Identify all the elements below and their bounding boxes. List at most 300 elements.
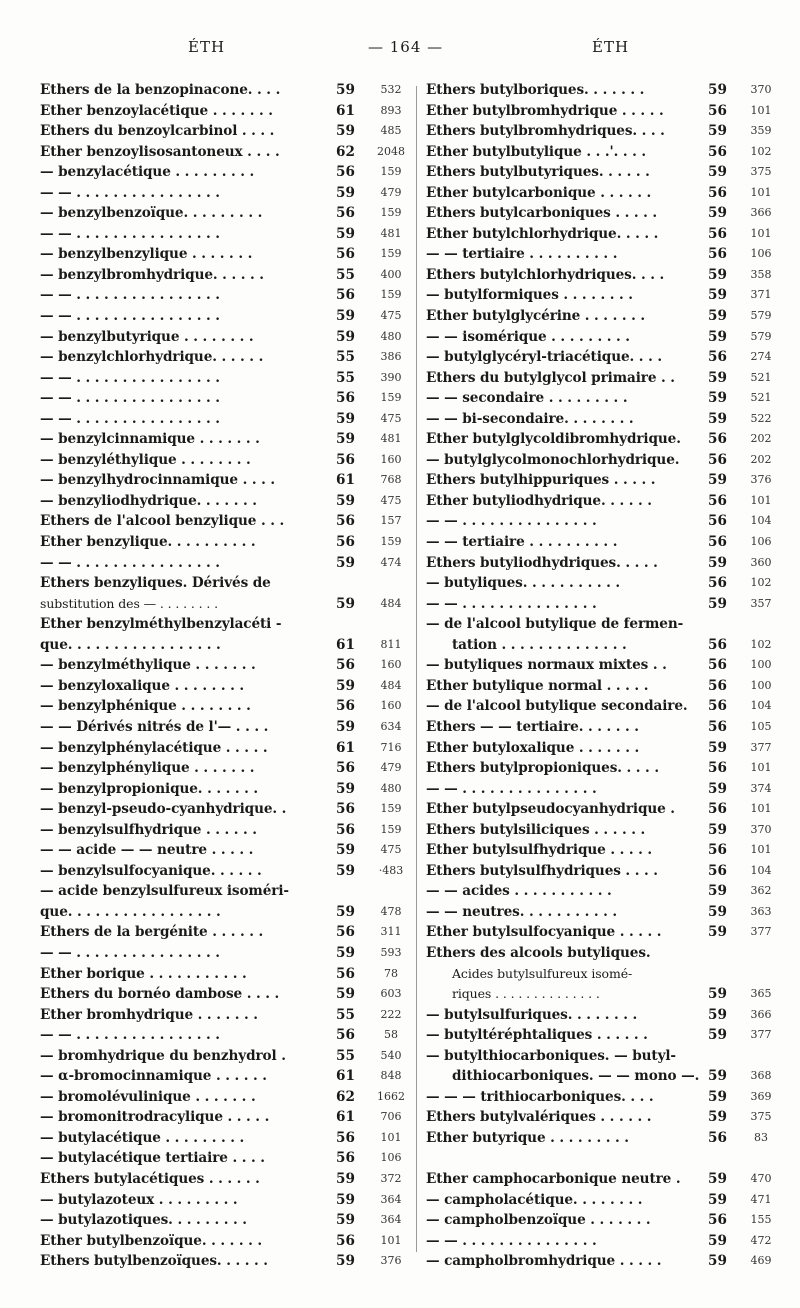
entry-term: — benzylbenzoïque. . . . . . . . . — [40, 205, 263, 222]
entry-page: 101 — [750, 226, 772, 240]
entry-page: 716 — [380, 740, 402, 754]
entry-volume: 55 — [336, 1006, 355, 1023]
index-entry — [426, 1231, 770, 1252]
left-index-column — [40, 80, 408, 1272]
index-entry — [426, 162, 770, 183]
index-entry — [40, 306, 408, 327]
entry-page: 474 — [380, 555, 402, 569]
entry-volume: 56 — [708, 718, 727, 735]
index-entry — [40, 717, 408, 738]
entry-term: — campholbenzoïque . . . . . . . — [426, 1212, 651, 1229]
entry-page: 83 — [754, 1130, 768, 1144]
entry-page: 400 — [380, 267, 402, 281]
index-entry — [40, 1231, 408, 1252]
index-entry — [426, 922, 770, 943]
entry-volume: 56 — [708, 534, 727, 551]
entry-term: Ethers butylboriques. . . . . . . — [426, 82, 645, 98]
entry-page: 222 — [380, 1007, 402, 1021]
entry-page: 101 — [750, 802, 772, 816]
index-entry — [40, 142, 408, 163]
entry-term: — — tertiaire . . . . . . . . . . — [426, 246, 618, 263]
entry-page: 157 — [380, 514, 402, 528]
entry-page: 159 — [380, 535, 402, 549]
index-entry — [40, 573, 408, 594]
index-entry — [426, 347, 770, 368]
index-entry — [426, 450, 770, 471]
entry-term: Ether benzylméthylbenzylacéti - — [40, 616, 282, 633]
index-entry — [426, 470, 770, 491]
entry-page: 100 — [750, 658, 772, 672]
entry-term: — benzylchlorhydrique. . . . . . — [40, 349, 264, 366]
entry-page: 540 — [380, 1048, 402, 1062]
entry-page: 579 — [750, 329, 772, 343]
entry-volume: 61 — [336, 1109, 355, 1126]
entry-volume: 59 — [708, 82, 727, 98]
entry-volume: 62 — [336, 143, 355, 160]
entry-page: 106 — [750, 247, 772, 261]
index-entry — [426, 820, 770, 841]
entry-page: 522 — [750, 411, 772, 425]
entry-term: — α-bromocinnamique . . . . . . — [40, 1068, 267, 1085]
entry-page: 475 — [380, 493, 402, 507]
index-entry — [426, 101, 770, 122]
entry-page: 369 — [750, 1089, 772, 1103]
entry-volume: 59 — [336, 986, 355, 1003]
entry-term: — butyliques normaux mixtes . . — [426, 657, 667, 674]
entry-page: 478 — [380, 904, 402, 918]
entry-page: 363 — [750, 904, 772, 918]
entry-page: 374 — [750, 781, 772, 795]
entry-page: 101 — [750, 493, 772, 507]
entry-term: — — . . . . . . . . . . . . . . . . — [40, 554, 220, 571]
entry-page: 104 — [750, 863, 772, 877]
entry-volume: 56 — [336, 246, 355, 263]
entry-term: Ether butylbutylique . . .'. . . . — [426, 143, 647, 160]
entry-term: Ethers de l'alcool benzylique . . . — [40, 513, 285, 530]
index-entry — [426, 409, 770, 430]
entry-volume: 56 — [336, 1129, 355, 1146]
entry-page: 160 — [380, 452, 402, 466]
entry-page: 481 — [380, 432, 402, 446]
entry-term: Ethers butyliodhydriques. . . . . — [426, 554, 658, 571]
entry-volume: 59 — [708, 554, 727, 571]
entry-page: 159 — [380, 165, 402, 179]
entry-term: Acides butylsulfureux isomé- — [452, 965, 633, 981]
entry-page: 362 — [750, 884, 772, 898]
entry-volume: 56 — [708, 862, 727, 879]
entry-volume: 56 — [336, 164, 355, 181]
index-entry — [40, 635, 408, 656]
entry-volume: 56 — [336, 698, 355, 715]
index-entry — [426, 1107, 770, 1128]
entry-term: Ethers du benzoylcarbinol . . . . — [40, 123, 275, 140]
index-entry — [426, 142, 770, 163]
entry-volume: 56 — [708, 143, 727, 160]
entry-page: 475 — [380, 411, 402, 425]
entry-term: — butylglycolmonochlorhydrique. — [426, 451, 680, 468]
entry-volume: 56 — [336, 513, 355, 530]
entry-term: — butylthiocarboniques. — butyl- — [426, 1047, 676, 1064]
entry-term: Ether benzoylacétique . . . . . . . — [40, 102, 273, 119]
entry-volume: 56 — [708, 842, 727, 859]
index-entry — [426, 491, 770, 512]
entry-volume: 56 — [708, 677, 727, 694]
entry-volume: 56 — [708, 225, 727, 242]
index-entry — [426, 80, 770, 101]
index-entry — [426, 594, 770, 615]
entry-page: 375 — [750, 1110, 772, 1124]
entry-page: 58 — [384, 1028, 398, 1042]
entry-page: 202 — [750, 452, 772, 466]
index-entry — [426, 655, 770, 676]
entry-page: 634 — [380, 719, 402, 733]
entry-page: 101 — [380, 1233, 402, 1247]
running-header — [0, 38, 800, 62]
index-entry — [426, 429, 770, 450]
index-entry — [40, 470, 408, 491]
entry-page: 102 — [750, 637, 772, 651]
index-entry — [426, 1210, 770, 1231]
index-entry — [426, 532, 770, 553]
index-entry — [40, 1251, 408, 1272]
entry-term: Ethers butylchlorhydriques. . . . — [426, 266, 665, 283]
index-entry — [426, 1190, 770, 1211]
entry-term: — — . . . . . . . . . . . . . . . — [426, 595, 597, 612]
entry-page: 706 — [380, 1110, 402, 1124]
index-entry — [426, 285, 770, 306]
index-entry — [40, 1107, 408, 1128]
entry-volume: 56 — [336, 287, 355, 304]
entry-page: 364 — [380, 1213, 402, 1227]
entry-page: 106 — [750, 535, 772, 549]
entry-volume: 59 — [708, 1068, 727, 1085]
entry-page: 481 — [380, 226, 402, 240]
entry-page: 603 — [380, 987, 402, 1001]
entry-page: 359 — [750, 124, 772, 138]
index-entry — [40, 429, 408, 450]
entry-term: — benzylhydrocinnamique . . . . — [40, 472, 276, 489]
entry-volume: 56 — [708, 698, 727, 715]
entry-volume: 59 — [336, 903, 355, 920]
index-entry — [40, 799, 408, 820]
entry-term: Ether butylsulfhydrique . . . . . — [426, 842, 653, 859]
entry-volume: 59 — [336, 184, 355, 201]
entry-volume: 61 — [336, 1068, 355, 1085]
entry-volume: 59 — [336, 718, 355, 735]
entry-page: 159 — [380, 247, 402, 261]
index-entry — [40, 121, 408, 142]
entry-page: 768 — [380, 473, 402, 487]
index-entry — [426, 183, 770, 204]
entry-term: — — — trithiocarboniques. . . . — [426, 1088, 654, 1105]
page-number: — 164 — — [368, 38, 444, 56]
entry-term: — — tertiaire . . . . . . . . . . — [426, 534, 618, 551]
entry-volume: 56 — [336, 205, 355, 222]
entry-term: Ether butylglycoldibromhydrique. — [426, 431, 681, 448]
index-entry — [40, 943, 408, 964]
entry-page: 104 — [750, 699, 772, 713]
entry-page: 377 — [750, 1028, 772, 1042]
entry-volume: 59 — [336, 677, 355, 694]
entry-page: 484 — [380, 678, 402, 692]
index-entry — [40, 1005, 408, 1026]
entry-page: 366 — [750, 206, 772, 220]
entry-volume: 55 — [336, 266, 355, 283]
entry-page: ·483 — [378, 863, 404, 877]
entry-volume: 59 — [336, 308, 355, 325]
index-entry — [426, 861, 770, 882]
entry-term: Ethers butylbutyriques. . . . . . — [426, 164, 650, 181]
entry-volume: 56 — [336, 390, 355, 407]
entry-term: Ether butylpseudocyanhydrique . — [426, 801, 675, 818]
entry-volume: 59 — [708, 287, 727, 304]
entry-volume: 56 — [708, 102, 727, 119]
entry-term: riques . . . . . . . . . . . . . . — [452, 986, 600, 1002]
entry-page: 106 — [380, 1151, 402, 1165]
index-entry — [40, 614, 408, 635]
entry-page: 274 — [750, 350, 772, 364]
index-entry — [40, 655, 408, 676]
entry-volume: 56 — [708, 575, 727, 592]
entry-volume: 56 — [336, 451, 355, 468]
entry-term: Ether butylcarbonique . . . . . . — [426, 184, 652, 201]
index-entry — [40, 409, 408, 430]
entry-volume: 56 — [336, 1232, 355, 1249]
column-divider — [416, 86, 417, 1252]
index-entry — [40, 964, 408, 985]
entry-volume: 59 — [336, 595, 355, 612]
entry-volume: 59 — [336, 780, 355, 797]
index-entry — [40, 1169, 408, 1190]
entry-term: — — . . . . . . . . . . . . . . . . — [40, 410, 220, 427]
entry-volume: 59 — [708, 986, 727, 1003]
index-entry — [426, 553, 770, 574]
entry-page: 893 — [380, 103, 402, 117]
entry-term: — acide benzylsulfureux isoméri- — [40, 883, 289, 900]
entry-term: — benzylméthylique . . . . . . . — [40, 657, 256, 674]
index-entry — [426, 1169, 770, 1190]
entry-page: 160 — [380, 699, 402, 713]
index-entry — [426, 121, 770, 142]
index-entry — [426, 368, 770, 389]
entry-term: — — . . . . . . . . . . . . . . . — [426, 1232, 597, 1249]
index-entry — [40, 388, 408, 409]
index-entry — [426, 779, 770, 800]
entry-volume: 61 — [336, 472, 355, 489]
index-entry — [40, 984, 408, 1005]
index-entry — [40, 265, 408, 286]
entry-page: 593 — [380, 945, 402, 959]
entry-volume: 59 — [336, 123, 355, 140]
entry-volume: 55 — [336, 1047, 355, 1064]
index-entry — [426, 1087, 770, 1108]
index-entry — [40, 101, 408, 122]
entry-volume: 56 — [336, 924, 355, 941]
entry-term: Ethers butylacétiques . . . . . . — [40, 1170, 260, 1187]
entry-term: Ethers butylpropioniques. . . . . — [426, 760, 659, 777]
index-entry — [40, 676, 408, 697]
index-entry — [40, 594, 408, 615]
entry-term: que. . . . . . . . . . . . . . . . . — [40, 903, 221, 920]
entry-term: — — secondaire . . . . . . . . . — [426, 390, 628, 407]
index-entry — [426, 1046, 770, 1067]
entry-volume: 55 — [336, 369, 355, 386]
entry-term: — butylglycéryl-triacétique. . . . — [426, 349, 662, 366]
index-entry — [426, 203, 770, 224]
entry-page: 484 — [380, 596, 402, 610]
index-entry — [426, 573, 770, 594]
entry-page: 521 — [750, 391, 772, 405]
entry-volume: 59 — [708, 266, 727, 283]
entry-volume: 61 — [336, 102, 355, 119]
entry-volume: 56 — [708, 760, 727, 777]
entry-page: 101 — [380, 1130, 402, 1144]
entry-page: 102 — [750, 576, 772, 590]
entry-term: Ethers butylbenzoïques. . . . . . — [40, 1253, 268, 1270]
entry-term: Ether butylbenzoïque. . . . . . . — [40, 1232, 263, 1249]
entry-term: Ethers de la benzopinacone. . . . — [40, 82, 281, 98]
index-entry — [426, 1251, 770, 1272]
entry-volume: 56 — [708, 1129, 727, 1146]
entry-page: 1662 — [377, 1089, 405, 1103]
entry-term: Ethers butylbromhydriques. . . . — [426, 123, 665, 140]
header-right: ÉTH — [592, 38, 630, 56]
index-entry — [40, 820, 408, 841]
entry-volume: 59 — [336, 842, 355, 859]
entry-volume: 59 — [336, 1170, 355, 1187]
entry-volume: 59 — [708, 903, 727, 920]
index-entry — [40, 1066, 408, 1087]
entry-term: — benzylphénylacétique . . . . . — [40, 739, 268, 756]
entry-page: 102 — [750, 144, 772, 158]
index-entry — [426, 635, 770, 656]
entry-term: — benzylcinnamique . . . . . . . — [40, 431, 260, 448]
index-entry — [426, 984, 770, 1005]
index-entry — [426, 758, 770, 779]
entry-term: Ether butylsulfocyanique . . . . . — [426, 924, 662, 941]
entry-term: — — . . . . . . . . . . . . . . . . — [40, 184, 220, 201]
entry-volume: 59 — [708, 472, 727, 489]
entry-page: 377 — [750, 740, 772, 754]
header-left: ÉTH — [188, 38, 226, 56]
entry-term: Ethers benzyliques. Dérivés de — [40, 575, 271, 592]
entry-page: 78 — [384, 966, 398, 980]
entry-term: Ethers butylsulfhydriques . . . . — [426, 862, 658, 879]
entry-volume: 59 — [708, 328, 727, 345]
entry-term: — — isomérique . . . . . . . . . — [426, 328, 630, 345]
index-entry — [40, 881, 408, 902]
entry-term: Ethers du butylglycol primaire . . — [426, 369, 675, 386]
entry-term: — benzyliodhydrique. . . . . . . — [40, 492, 257, 509]
entry-term: — campholacétique. . . . . . . . — [426, 1191, 643, 1208]
index-entry — [426, 511, 770, 532]
entry-page: 2048 — [377, 144, 405, 158]
entry-page: 101 — [750, 103, 772, 117]
entry-volume: 56 — [708, 1212, 727, 1229]
entry-term: — butylsulfuriques. . . . . . . . — [426, 1006, 638, 1023]
index-entry — [40, 779, 408, 800]
entry-page: 364 — [380, 1192, 402, 1206]
entry-volume: 59 — [708, 369, 727, 386]
entry-page: 475 — [380, 843, 402, 857]
entry-page: 372 — [380, 1171, 402, 1185]
index-entry — [40, 244, 408, 265]
entry-term: — butylazoteux . . . . . . . . . — [40, 1191, 238, 1208]
entry-volume: 56 — [336, 1027, 355, 1044]
entry-term: — bromhydrique du benzhydrol . — [40, 1047, 286, 1064]
entry-term: Ether butylchlorhydrique. . . . . — [426, 225, 659, 242]
index-entry — [40, 902, 408, 923]
entry-volume: 56 — [708, 492, 727, 509]
index-entry — [40, 1087, 408, 1108]
entry-term: — butylazotiques. . . . . . . . . — [40, 1212, 247, 1229]
entry-term: — — . . . . . . . . . . . . . . . . — [40, 287, 220, 304]
entry-term: — benzylbromhydrique. . . . . . — [40, 266, 264, 283]
entry-volume: 59 — [336, 410, 355, 427]
entry-page: 159 — [380, 206, 402, 220]
entry-page: 155 — [750, 1213, 772, 1227]
entry-term: — bromolévulinique . . . . . . . — [40, 1088, 256, 1105]
entry-volume: 59 — [708, 1006, 727, 1023]
entry-term: — benzyl-pseudo-cyanhydrique. . — [40, 801, 287, 818]
entry-page: 101 — [750, 185, 772, 199]
entry-page: 375 — [750, 165, 772, 179]
entry-page: 475 — [380, 309, 402, 323]
index-entry — [40, 1025, 408, 1046]
entry-volume: 59 — [708, 821, 727, 838]
entry-volume: 59 — [708, 924, 727, 941]
entry-term: — — acide — — neutre . . . . . — [40, 842, 254, 859]
index-entry — [40, 1046, 408, 1067]
entry-volume: 59 — [708, 1109, 727, 1126]
entry-volume: 59 — [336, 862, 355, 879]
entry-page: 101 — [750, 761, 772, 775]
entry-term: — benzylpropionique. . . . . . . — [40, 780, 259, 797]
entry-term: — — . . . . . . . . . . . . . . . . — [40, 225, 220, 242]
entry-volume: 59 — [336, 492, 355, 509]
index-entry — [426, 881, 770, 902]
entry-volume: 55 — [336, 349, 355, 366]
index-entry — [40, 922, 408, 943]
index-entry — [426, 306, 770, 327]
entry-volume: 56 — [336, 801, 355, 818]
entry-page: 469 — [750, 1254, 772, 1268]
entry-term: — — . . . . . . . . . . . . . . . — [426, 780, 597, 797]
entry-term: — de l'alcool butylique secondaire. — [426, 698, 688, 715]
entry-volume: 56 — [336, 534, 355, 551]
entry-volume: 59 — [708, 1232, 727, 1249]
entry-term: Ether butyrique . . . . . . . . . — [426, 1129, 629, 1146]
entry-page: 370 — [750, 822, 772, 836]
entry-volume: 59 — [708, 164, 727, 181]
entry-page: 377 — [750, 925, 772, 939]
entry-term: — — . . . . . . . . . . . . . . . . — [40, 369, 220, 386]
entry-term: Ether butyloxalique . . . . . . . — [426, 739, 640, 756]
entry-term: — — Dérivés nitrés de l'— . . . . — [40, 718, 269, 735]
index-entry — [426, 738, 770, 759]
entry-volume: 56 — [336, 760, 355, 777]
entry-term: Ether bromhydrique . . . . . . . — [40, 1006, 258, 1023]
entry-term: Ether camphocarbonique neutre . — [426, 1170, 681, 1187]
entry-page: 472 — [750, 1233, 772, 1247]
index-entry — [40, 285, 408, 306]
entry-term: — benzyloxalique . . . . . . . . — [40, 677, 245, 694]
index-entry — [40, 80, 408, 101]
entry-page: 160 — [380, 658, 402, 672]
entry-volume: 56 — [336, 1150, 355, 1167]
index-entry — [426, 696, 770, 717]
entry-page: 360 — [750, 555, 772, 569]
